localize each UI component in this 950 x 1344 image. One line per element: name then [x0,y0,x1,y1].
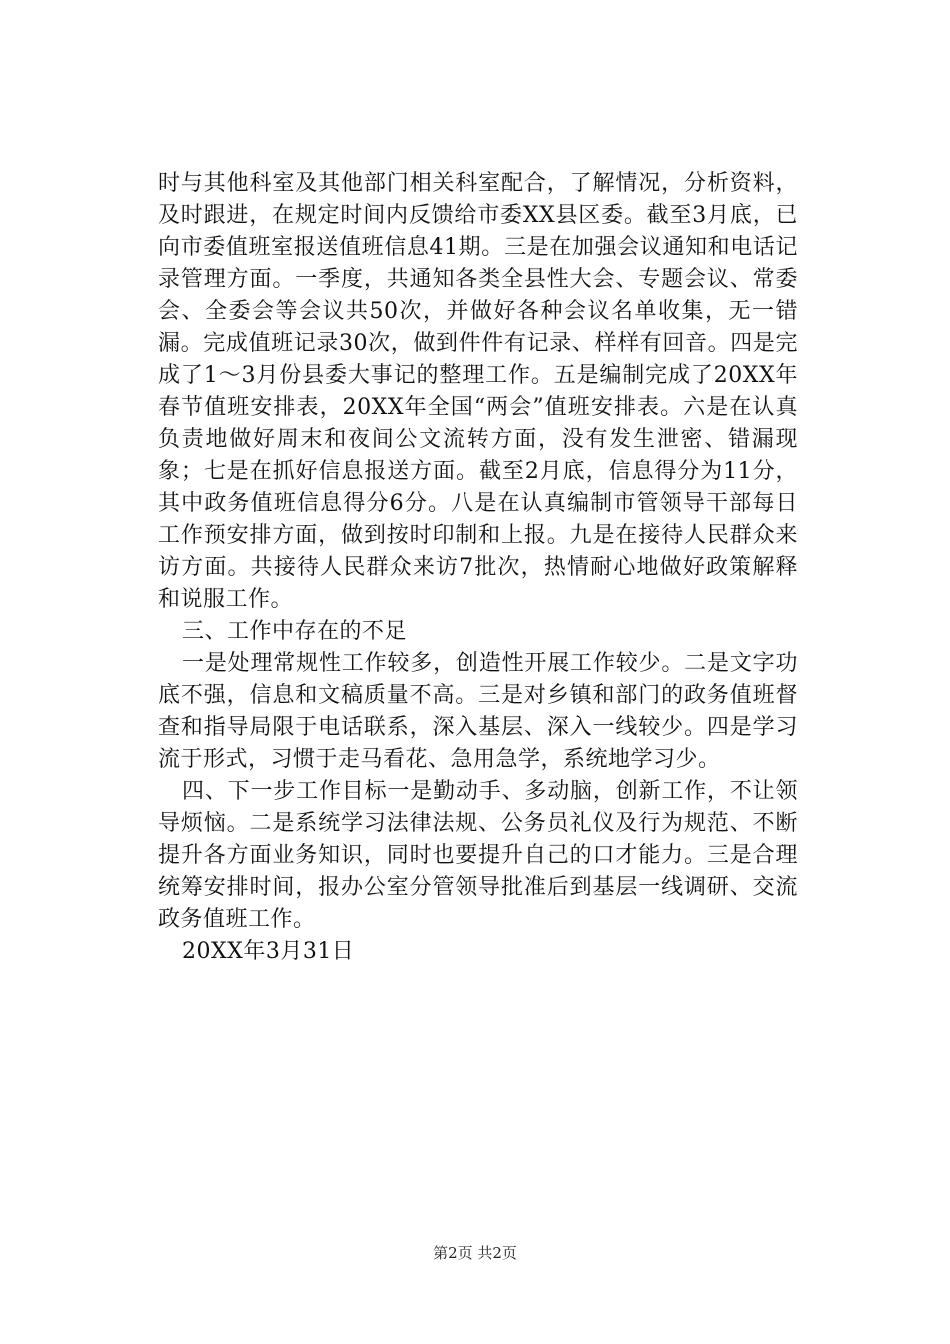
paragraph-work-summary: 时与其他科室及其他部门相关科室配合，了解情况，分析资料，及时跟进，在规定时间内反馈给市委XX县区委。截至3月底，已向市委值班室报送值班信息41期。三是在加强会议通知和电话记录管理方面。一季度，共通知各类全县性大会、专题会议、常委会、全委会等会议共50次，并做好各种会议名单收集，无一错漏。完成值班记录30次，做到件件有记录、样样有回音。四是完成了1～3月份县委大事记的整理工作。五是编制完成了20XX年春节值班安排表，20XX年全国“两会”值班安排表。六是在认真负责地做好周末和夜间公文流转方面，没有发生泄密、错漏现象；七是在抓好信息报送方面。截至2月底，信息得分为11分，其中政务值班信息得分6分。八是在认真编制市管领导干部每日工作预安排方面，做到按时印制和上报。九是在接待人民群众来访方面。共接待人民群众来访7批次，热情耐心地做好政策解释和说服工作。 [158,171,798,612]
page-number-footer: 第2页 共2页 [433,1244,517,1262]
section-heading-shortcomings: 三、工作中存在的不足 [182,619,408,644]
document-date: 20XX年3月31日 [182,939,355,964]
paragraph-shortcomings: 一是处理常规性工作较多，创造性开展工作较少。二是文字功底不强，信息和文稿质量不高。三是对乡镇和部门的政务值班督查和指导局限于电话联系，深入基层、深入一线较少。四是学习流于形式，习惯于走马看花、急用急学，系统地学习少。 [158,651,798,772]
document-body [158,168,798,968]
paragraph-next-goals: 四、下一步工作目标一是勤动手、多动脑，创新工作，不让领导烦恼。二是系统学习法律法规、公务员礼仪及行为规范、不断提升各方面业务知识，同时也要提升自己的口才能力。三是合理统筹安排时间，报办公室分管领导批准后到基层一线调研、交流政务值班工作。 [158,779,798,932]
